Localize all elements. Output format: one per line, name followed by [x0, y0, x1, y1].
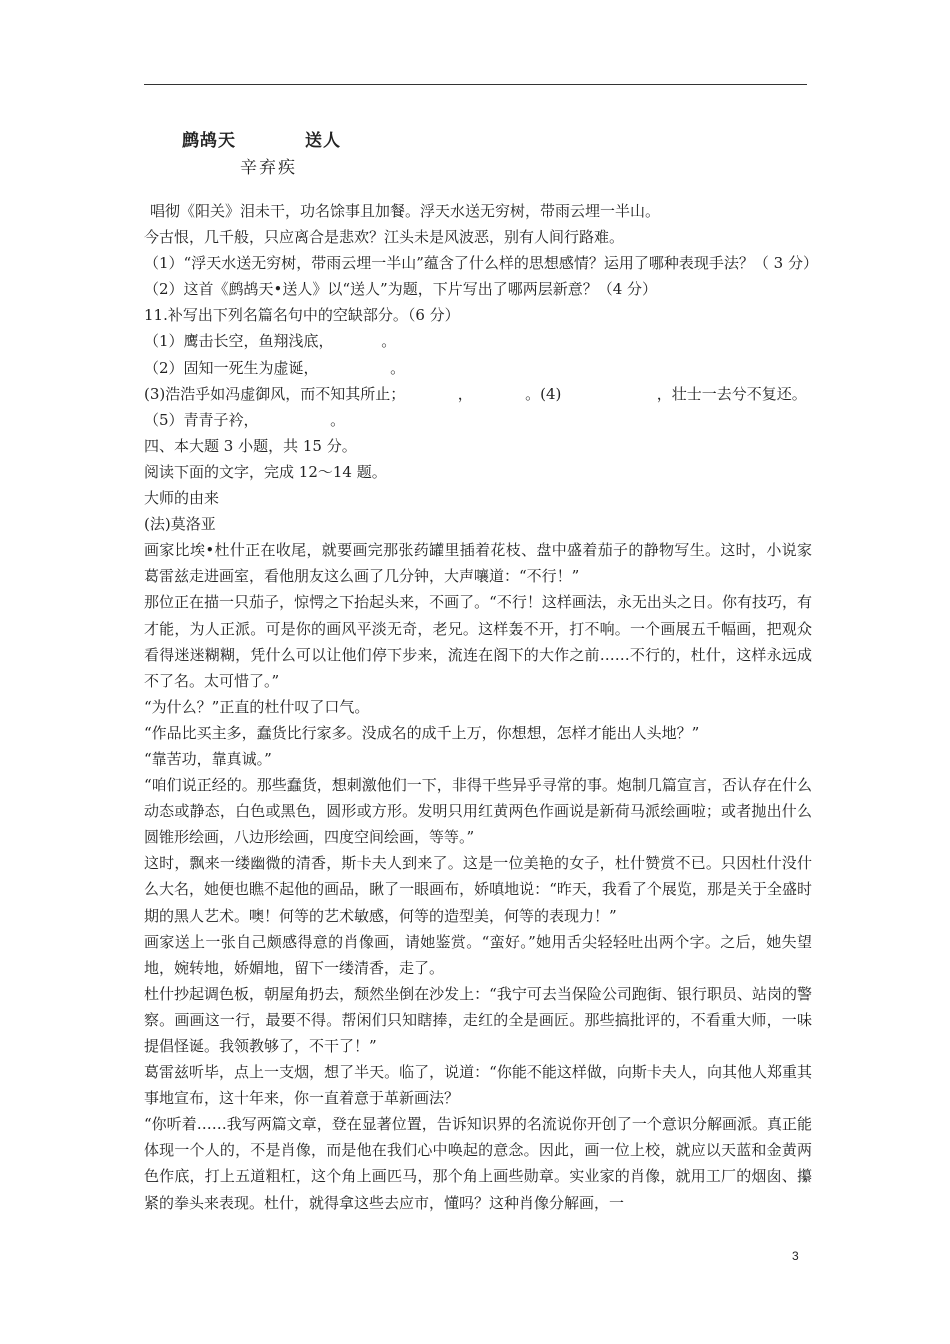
page-number: 3	[792, 1249, 799, 1263]
story-paragraph: 这时，飘来一缕幽微的清香，斯卡夫人到来了。这是一位美艳的女子，杜什赞赏不已。只因杜什没什么大名，她便也瞧不起他的画品，瞅了一眼画布，娇嗔地说：“昨天，我看了个展览，那是关于全盛时期的黑人艺术。噢！何等的艺术敏感，何等的造型美，何等的表现力！”	[144, 854, 812, 925]
question: （1）“浮天水送无穷树，带雨云埋一半山”蕴含了什么样的思想感情？运用了哪种表现手法？（ 3 分）	[144, 254, 818, 273]
story-paragraph: 画家送上一张自己颇感得意的肖像画，请她鉴赏。“蛮好。”她用舌尖轻轻吐出两个字。之后，她失望地，婉转地，娇媚地，留下一缕清香，走了。	[144, 932, 812, 977]
section-heading: 四、本大题 3 小题，共 15 分。	[144, 436, 357, 455]
story-paragraph: 那位正在描一只茄子，惊愕之下抬起头来，不画了。“不行！这样画法，永无出头之日。你有技巧，有才能，为人正派。可是你的画风平淡无奇，老兄。这样轰不开，打不响。一个画展五千幅画，把观众看得迷迷糊糊，凭什么可以让他们停下步来，流连在阁下的大作之前……不行的，杜什，这样永远成不了名。太可惜了。”	[144, 593, 812, 690]
story-title: 大师的由来	[144, 489, 220, 508]
header-rule	[144, 84, 807, 85]
poem-line: 今古恨，几千般，只应离合是悲欢？江头未是风波恶，别有人间行路难。	[144, 228, 625, 247]
story-paragraph: “你听着……我写两篇文章，登在显著位置，告诉知识界的名流说你开创了一个意识分解画派。真正能体现一个人的，不是肖像，而是他在我们心中唤起的意念。因此，画一位上校，就应以天蓝和金黄两色作底，打上五道粗杠，这个角上画匹马，那个角上画些勋章。实业家的肖像，就用工厂的烟囱、攥紧的拳头来表现。杜什，就得拿这些去应市，懂吗？这种肖像分解画，一	[144, 1115, 812, 1212]
story-paragraph: “作品比买主多，蠢货比行家多。没成名的成千上万，你想想，怎样才能出人头地？”	[144, 723, 700, 742]
reading-instruction: 阅读下面的文字，完成 12～14 题。	[144, 462, 387, 481]
question: 11.补写出下列名篇名句中的空缺部分。（6 分）	[144, 306, 460, 325]
poem-author: 辛弃疾	[240, 158, 297, 178]
fill-blank-item: (3)浩浩乎如冯虚御风，而不知其所止； ， 。(4) ，壮士一去兮不复还。	[144, 384, 807, 403]
poem-subtitle: 送人	[305, 131, 341, 151]
fill-blank-item: （1）鹰击长空，鱼翔浅底， 。	[144, 332, 397, 351]
story-paragraph: “为什么？”正直的杜什叹了口气。	[144, 697, 370, 716]
document-body	[144, 198, 818, 1216]
question: （2）这首《鹧鸪天•送人》以“送人”为题，下片写出了哪两层新意？（4 分）	[144, 280, 658, 299]
story-paragraph: 杜什抄起调色板，朝屋角扔去，颓然坐倒在沙发上：“我宁可去当保险公司跑街、银行职员、站岗的警察。画画这一行，最要不得。帮闲们只知瞎捧，走红的全是画匠。那些搞批评的，不看重大师，一味提倡怪诞。我领教够了，不干了！”	[144, 984, 812, 1055]
story-paragraph: 画家比埃•杜什正在收尾，就要画完那张药罐里插着花枝、盘中盛着茄子的静物写生。这时，小说家葛雷兹走进画室，看他朋友这么画了几分钟，大声嚷道：“不行！”	[144, 541, 812, 586]
story-paragraph: “靠苦功，靠真诚。”	[144, 749, 272, 768]
poem-title: 鹧鸪天	[182, 131, 236, 151]
fill-blank-item: （2）固知一死生为虚诞， 。	[144, 358, 406, 377]
poem-line: 唱彻《阳关》泪未干，功名馀事且加餐。浮天水送无穷树，带雨云埋一半山。	[150, 202, 661, 220]
fill-blank-item: （5）青青子衿， 。	[144, 410, 346, 429]
story-author: (法)莫洛亚	[144, 515, 216, 534]
story-paragraph: “咱们说正经的。那些蠢货，想刺激他们一下，非得干些异乎寻常的事。炮制几篇宣言，否认存在什么动态或静态，白色或黑色，圆形或方形。发明只用红黄两色作画说是新荷马派绘画啦；或者抛出什么圆锥形绘画，八边形绘画，四度空间绘画，等等。”	[144, 776, 812, 847]
story-paragraph: 葛雷兹听毕，点上一支烟，想了半天。临了，说道：“你能不能这样做，向斯卡夫人，向其他人郑重其事地宣布，这十年来，你一直着意于革新画法？	[144, 1063, 812, 1108]
